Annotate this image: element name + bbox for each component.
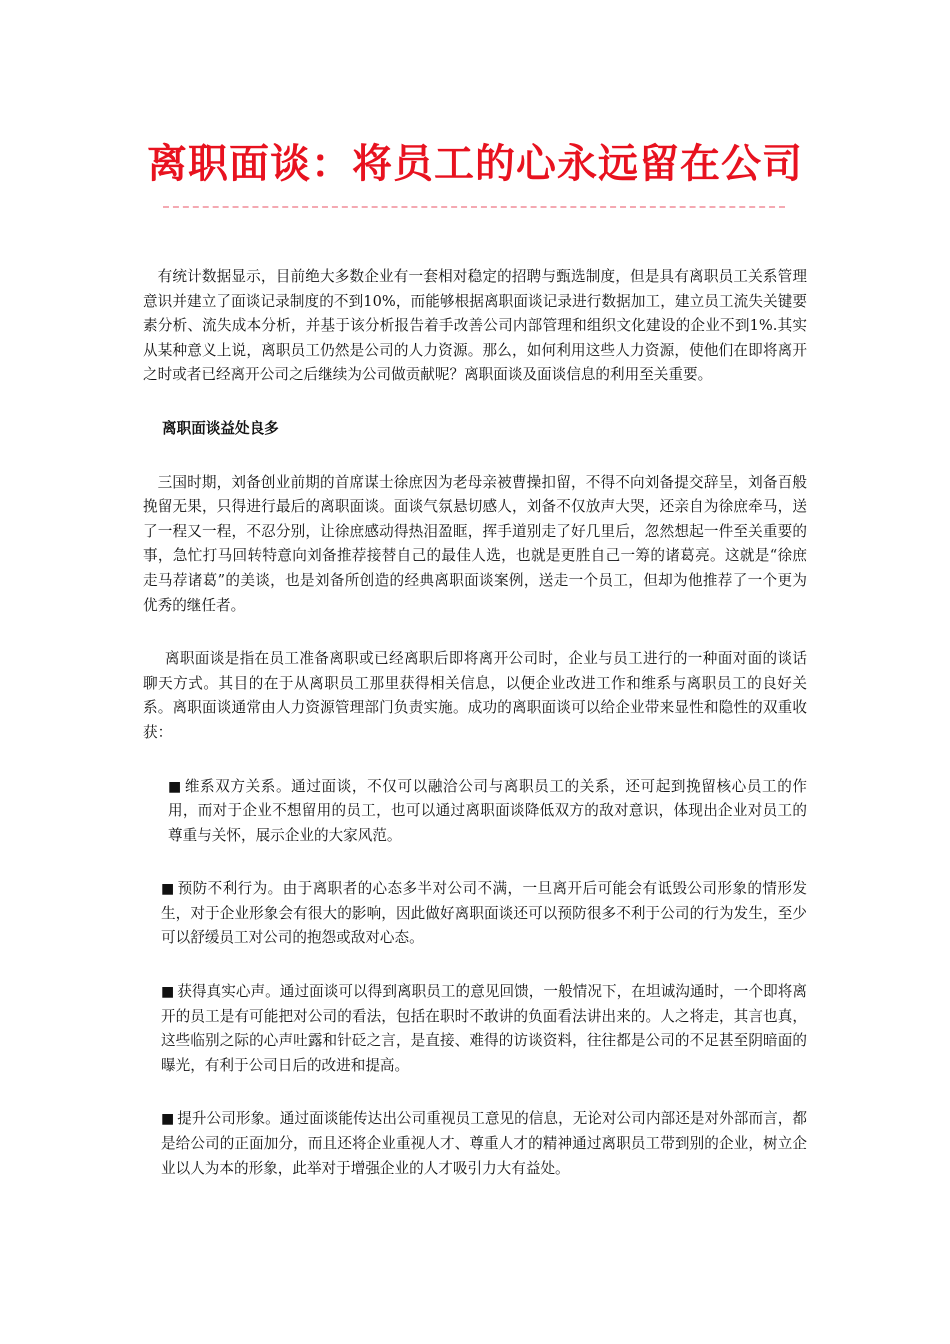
square-bullet-icon: ■	[161, 984, 175, 1001]
square-bullet-icon: ■	[168, 778, 182, 795]
section-heading: 离职面谈益处良多	[162, 419, 279, 437]
bullet-item	[143, 877, 807, 951]
bullet-item	[143, 980, 807, 1078]
bullet-text: 获得真实心声。通过面谈可以得到离职员工的意见回馈，一般情况下，在坦诚沟通时，一个即将离开的员工是有可能把对公司的看法，包括在职时不敢讲的负面看法讲出来的。人之将走，其言也真，这些临别之际的心声吐露和针砭之言，是直接、难得的访谈资料，往往都是公司的不足甚至阴暗面的曝光，有利于公司日后的改进和提高。	[161, 983, 807, 1074]
bullet-text: 提升公司形象。通过面谈能传达出公司重视员工意见的信息，无论对公司内部还是对外部而言，都是给公司的正面加分，而且还将企业重视人才、尊重人才的精神通过离职员工带到别的企业，树立企业以人为本的形象，此举对于增强企业的人才吸引力大有益处。	[161, 1110, 807, 1177]
intro-paragraph: 有统计数据显示，目前绝大多数企业有一套相对稳定的招聘与甄选制度，但是具有离职员工关系管理意识并建立了面谈记录制度的不到10%，而能够根据离职面谈记录进行数据加工，建立员工流失关键要素分析、流失成本分析，并基于该分析报告着手改善公司内部管理和组织文化建设的企业不到1%.其实从某种意义上说，离职员工仍然是公司的人力资源。那么，如何利用这些人力资源，使他们在即将离开之时或者已经离开公司之后继续为公司做贡献呢？离职面谈及面谈信息的利用至关重要。	[143, 268, 807, 384]
definition-paragraph: 离职面谈是指在员工准备离职或已经离职后即将离开公司时，企业与员工进行的一种面对面的谈话聊天方式。其目的在于从离职员工那里获得相关信息，以便企业改进工作和维系与离职员工的良好关系。离职面谈通常由人力资源管理部门负责实施。成功的离职面谈可以给企业带来显性和隐性的双重收获：	[143, 650, 807, 741]
bullet-item	[143, 775, 807, 849]
square-bullet-icon: ■	[161, 881, 175, 898]
page-title: 离职面谈：将员工的心永远留在公司	[147, 141, 803, 187]
story-paragraph: 三国时期，刘备创业前期的首席谋士徐庶因为老母亲被曹操扣留，不得不向刘备提交辞呈，刘备百般挽留无果，只得进行最后的离职面谈。面谈气氛悬切感人，刘备不仅放声大哭，还亲自为徐庶牵马，送了一程又一程，不忍分别，让徐庶感动得热泪盈眶，挥手道别走了好几里后，忽然想起一件至关重要的事，急忙打马回转特意向刘备推荐接替自己的最佳人选，也就是更胜自己一筹的诸葛亮。这就是“徐庶走马荐诸葛”的美谈，也是刘备所创造的经典离职面谈案例，送走一个员工，但却为他推荐了一个更为优秀的继任者。	[143, 473, 807, 614]
article-body	[143, 265, 807, 1210]
bullet-item	[143, 1107, 807, 1181]
title-divider	[163, 206, 785, 208]
bullet-text: 预防不利行为。由于离职者的心态多半对公司不满，一旦离开后可能会有诋毁公司形象的情形发生，对于企业形象会有很大的影响，因此做好离职面谈还可以预防很多不利于公司的行为发生，至少可以舒缓员工对公司的抱怨或敌对心态。	[161, 880, 807, 947]
square-bullet-icon: ■	[161, 1111, 175, 1128]
bullet-text: 维系双方关系。通过面谈，不仅可以融洽公司与离职员工的关系，还可起到挽留核心员工的作用，而对于企业不想留用的员工，也可以通过离职面谈降低双方的敌对意识，体现出企业对员工的尊重与关怀，展示企业的大家风范。	[168, 777, 807, 844]
